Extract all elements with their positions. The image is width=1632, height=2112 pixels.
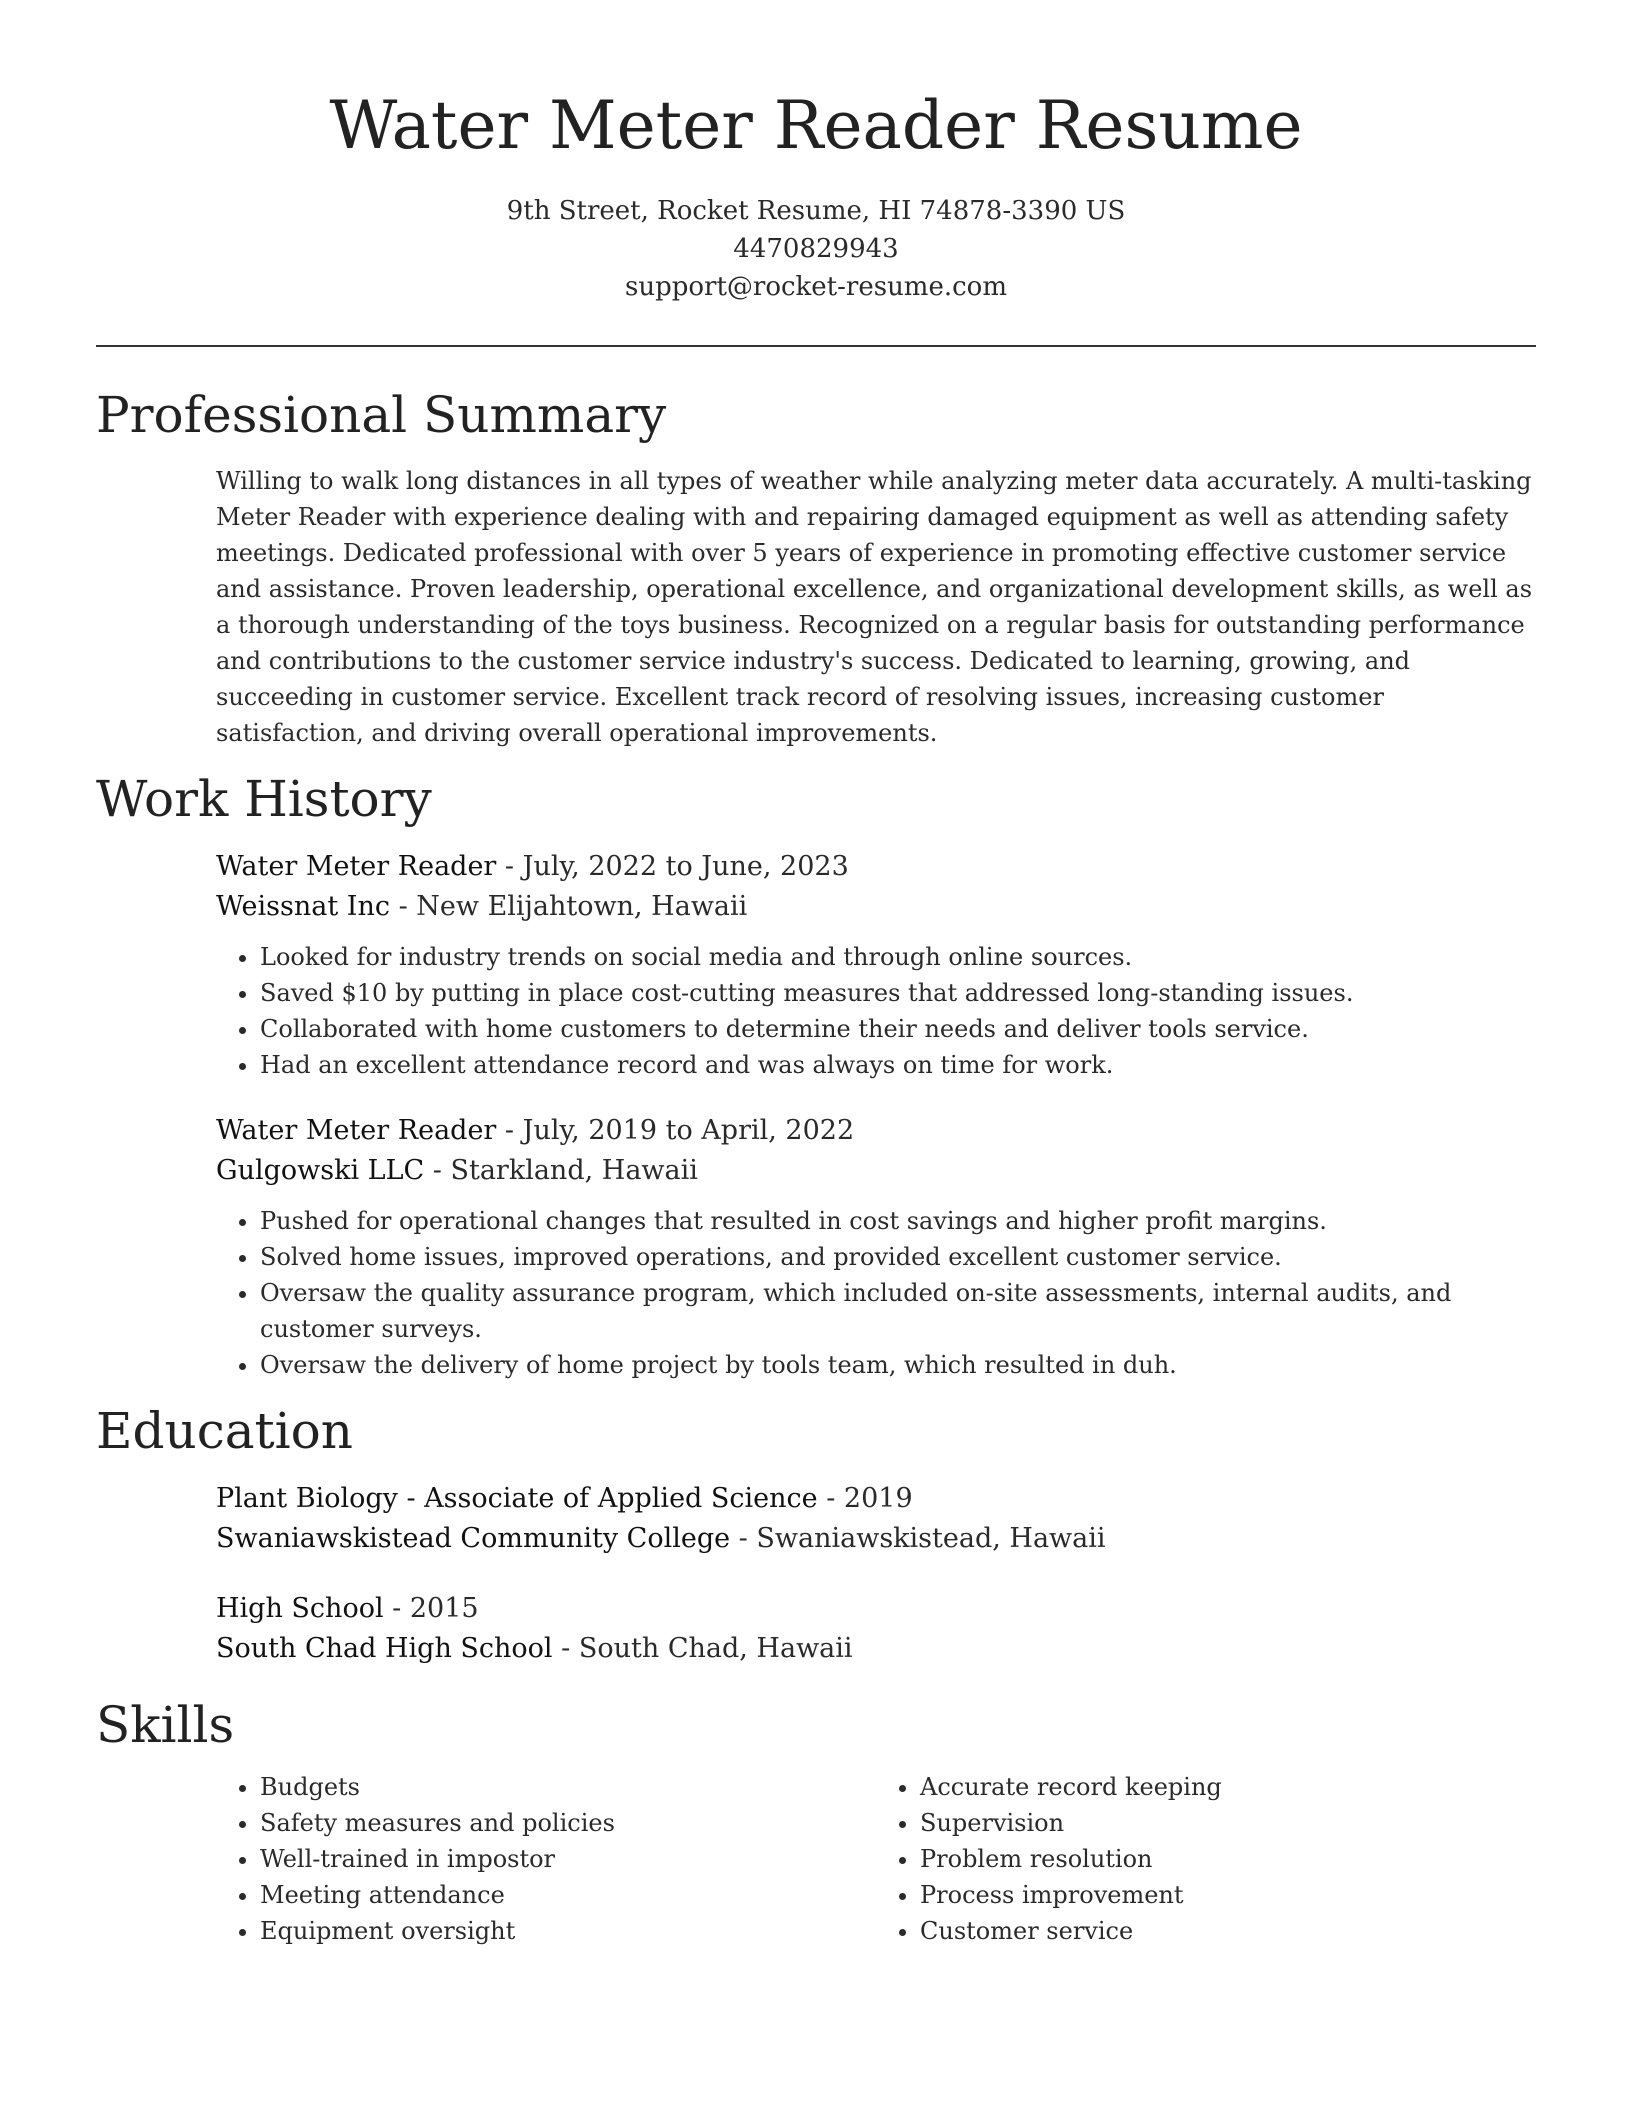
job-title: Water Meter Reader [216, 851, 497, 882]
education-degree-line [216, 1479, 1536, 1519]
education-school-line [216, 1629, 1536, 1669]
job-title: Water Meter Reader [216, 1115, 497, 1146]
education-location: - South Chad, Hawaii [552, 1633, 853, 1664]
resume-header [96, 0, 1536, 347]
skill-item: • Supervision [920, 1805, 1536, 1841]
skill-item: • Safety measures and policies [260, 1805, 876, 1841]
education-entry [216, 1589, 1536, 1669]
job-title-line [216, 847, 1536, 887]
job-bullet: • Had an excellent attendance record and was always on time for work. [260, 1047, 1536, 1083]
job-company-line [216, 1151, 1536, 1191]
contact-block [96, 192, 1536, 306]
header-divider [96, 345, 1536, 347]
contact-email: support@rocket-resume.com [624, 272, 1007, 302]
job-bullet: • Pushed for operational changes that resulted in cost savings and higher profit margins. [260, 1203, 1536, 1239]
job-title-line [216, 1111, 1536, 1151]
summary-section [96, 385, 1536, 751]
job-bullets [216, 939, 1536, 1083]
resume-title: Water Meter Reader Resume [329, 87, 1303, 164]
skill-item: • Well-trained in impostor [260, 1841, 876, 1877]
education-school: South Chad High School [216, 1633, 553, 1664]
job-dates: - July, 2022 to June, 2023 [496, 851, 849, 882]
contact-phone: 4470829943 [733, 234, 899, 264]
education-heading: Education [96, 1402, 353, 1460]
education-entry [216, 1479, 1536, 1559]
job-bullet: • Oversaw the delivery of home project by tools team, which resulted in duh. [260, 1347, 1536, 1383]
education-degree: Plant Biology - Associate of Applied Science [216, 1483, 818, 1514]
education-school-line [216, 1519, 1536, 1559]
skills-grid [216, 1769, 1536, 1949]
job-company: Gulgowski LLC [216, 1155, 425, 1186]
job-location: - Starkland, Hawaii [424, 1155, 698, 1186]
job-entry [216, 847, 1536, 1083]
job-location: - New Elijahtown, Hawaii [389, 891, 748, 922]
job-bullet: • Looked for industry trends on social media and through online sources. [260, 939, 1536, 975]
skills-heading: Skills [96, 1696, 235, 1754]
skills-column-left [216, 1769, 876, 1949]
skills-column-right [876, 1769, 1536, 1949]
education-year: - 2019 [817, 1483, 913, 1514]
education-degree: High School [216, 1593, 384, 1624]
skill-item: • Accurate record keeping [920, 1769, 1536, 1805]
education-section [96, 1401, 1536, 1669]
summary-heading: Professional Summary [96, 386, 667, 444]
job-company-line [216, 887, 1536, 927]
skill-item: • Equipment oversight [260, 1913, 876, 1949]
job-dates: - July, 2019 to April, 2022 [496, 1115, 855, 1146]
work-heading: Work History [96, 770, 432, 828]
skills-section [96, 1695, 1536, 1949]
job-bullet: • Saved $10 by putting in place cost-cutting measures that addressed long-standing issues. [260, 975, 1536, 1011]
skill-item: • Problem resolution [920, 1841, 1536, 1877]
job-company: Weissnat Inc [216, 891, 390, 922]
skill-item: • Meeting attendance [260, 1877, 876, 1913]
contact-address: 9th Street, Rocket Resume, HI 74878-3390 US [506, 196, 1126, 226]
resume-page [96, 0, 1536, 1949]
job-bullet: • Collaborated with home customers to determine their needs and deliver tools service. [260, 1011, 1536, 1047]
education-location: - Swaniawskistead, Hawaii [730, 1523, 1106, 1554]
summary-text: Willing to walk long distances in all types of weather while analyzing meter data accurately. A multi-tasking Meter Reader with experience dealing with and repairing damaged equipment as well as attending safety meetings. Dedicated professional with over 5 years of experience in promoting effective customer service and assistance. Proven leadership, operational excellence, and organizational development skills, as well as a thorough understanding of the toys business. Recognized on a regular basis for outstanding performance and contributions to the customer service industry's success. Dedicated to learning, growing, and succeeding in customer service. Excellent track record of resolving issues, increasing customer satisfaction, and driving overall operational improvements. [216, 467, 1533, 747]
education-year: - 2015 [383, 1593, 479, 1624]
education-degree-line [216, 1589, 1536, 1629]
job-bullets [216, 1203, 1536, 1383]
work-section [96, 769, 1536, 1383]
education-school: Swaniawskistead Community College [216, 1523, 731, 1554]
skill-item: • Customer service [920, 1913, 1536, 1949]
job-bullet: • Solved home issues, improved operations, and provided excellent customer service. [260, 1239, 1536, 1275]
job-bullet: • Oversaw the quality assurance program, which included on-site assessments, internal audits, and customer surveys. [260, 1275, 1536, 1347]
skill-item: • Process improvement [920, 1877, 1536, 1913]
skill-item: • Budgets [260, 1769, 876, 1805]
job-entry [216, 1111, 1536, 1383]
